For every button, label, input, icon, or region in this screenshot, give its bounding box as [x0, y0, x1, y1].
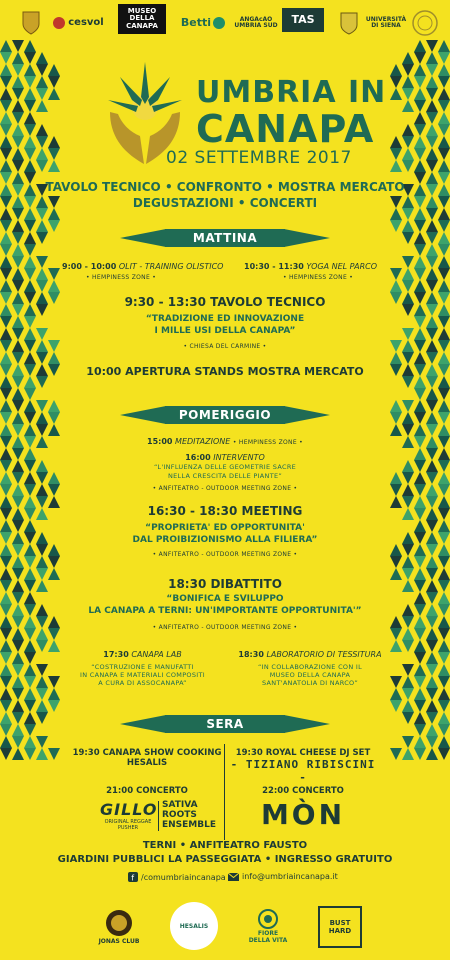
mattina-event-2: 10:30 - 11:30 YOGA NEL PARCO — [244, 262, 378, 271]
meeting-place: • ANFITEATRO - OUTDOOR MEETING ZONE • — [152, 551, 298, 558]
title-line-2: CANAPA — [196, 107, 375, 151]
jonas-club-logo: JONAS CLUB — [96, 900, 142, 952]
email-icon — [228, 873, 239, 881]
tavolo-place: • CHIESA DEL CARMINE • — [183, 343, 267, 350]
dibattito-place: • ANFITEATRO - OUTDOOR MEETING ZONE • — [152, 624, 298, 631]
apertura-stands: 10:00 APERTURA STANDS MOSTRA MERCATO — [86, 365, 364, 378]
venue-line-2: GIARDINI PUBBLICI LA PASSEGGIATA • INGRESSO GRATUITO — [57, 854, 393, 865]
facebook-link[interactable]: f /comumbriaincanapa — [128, 872, 226, 882]
show-cooking: 19:30 CANAPA SHOW COOKING HESALIS — [72, 748, 222, 768]
title-line-1: UMBRIA IN — [196, 75, 387, 110]
intervento-quote-2: NELLA CRESCITA DELLE PIANTE” — [167, 472, 283, 480]
dibattito-title: 18:30 DIBATTITO — [168, 577, 282, 591]
coldiretti-logo: ANGAcAO UMBRIA SUD — [234, 15, 278, 29]
canapa-lab: 17:30 CANAPA LAB “COSTRUZIONE E MANUFATTI IN CANAPA E MATERIALI COMPOSITI A CURA DI ASSOCANAPA” — [80, 650, 205, 687]
sera-banner — [120, 715, 330, 733]
mattina-event-1: 9:00 - 10:00 OLIT - TRAINING OLISTICO — [62, 262, 224, 271]
concerto-2-time: 22:00 CONCERTO — [262, 786, 344, 796]
svg-text:f: f — [131, 873, 135, 882]
bust-hard-logo: BUST HARD — [318, 906, 362, 948]
intervento-place: • ANFITEATRO - OUTDOOR MEETING ZONE • — [152, 485, 298, 492]
meeting-quote-2: DAL PROIBIZIONISMO ALLA FILIERA” — [132, 535, 318, 545]
event-date: 02 SETTEMBRE 2017 — [166, 148, 352, 168]
concerto-1-time: 21:00 CONCERTO — [106, 786, 188, 796]
mattina-event-1-place: • HEMPINESS ZONE • — [86, 274, 157, 281]
seal-icon — [410, 6, 440, 40]
meeting-title: 16:30 - 18:30 MEETING — [147, 504, 303, 518]
meeting-quote-1: “PROPRIETA' ED OPPORTUNITA' — [145, 523, 305, 533]
dj-set: 19:30 ROYAL CHEESE DJ SET - TIZIANO RIBISCINI - — [230, 748, 376, 784]
sativa-roots-logo: SATIVA ROOTS ENSEMBLE — [158, 801, 224, 831]
sera-divider — [224, 744, 225, 840]
intervento-line: 16:00 INTERVENTO — [185, 453, 265, 462]
pomeriggio-banner — [120, 406, 330, 424]
tas-logo: TAS — [282, 8, 324, 32]
municipality-crest-icon — [20, 6, 42, 40]
mon-logo: MÒN — [260, 798, 346, 831]
facebook-icon — [128, 872, 138, 882]
tagline-1: TAVOLO TECNICO • CONFRONTO • MOSTRA MERCATO — [45, 180, 405, 194]
fiore-della-vita-logo: FIORE DELLA VITA — [248, 900, 288, 952]
betti-logo: Betti — [180, 6, 226, 40]
venue-line-1: TERNI • ANFITEATRO FAUSTO — [142, 840, 308, 851]
tagline-2: DEGUSTAZIONI • CONCERTI — [132, 196, 318, 210]
dibattito-quote-1: “BONIFICA E SVILUPPO — [166, 594, 284, 604]
email-link[interactable]: info@umbriaincanapa.it — [228, 872, 338, 881]
universita-siena-logo: UNIVERSITÀ DI SIENA — [365, 15, 407, 29]
university-crest-icon — [336, 6, 362, 40]
cesvol-logo: cesvol — [48, 6, 108, 40]
pomeriggio-label: POMERIGGIO — [165, 406, 285, 424]
dibattito-quote-2: LA CANAPA A TERNI: UN'IMPORTANTE OPPORTUNITA'” — [88, 606, 362, 616]
tavolo-quote-1: “TRADIZIONE ED INNOVAZIONE — [145, 314, 305, 324]
tavolo-quote-2: I MILLE USI DELLA CANAPA” — [154, 326, 296, 336]
sera-label: SERA — [165, 715, 285, 733]
tavolo-tecnico-title: 9:30 - 13:30 TAVOLO TECNICO — [124, 295, 326, 309]
mattina-banner — [120, 229, 330, 247]
mattina-event-2-place: • HEMPINESS ZONE • — [283, 274, 354, 281]
laboratorio-tessitura: 18:30 LABORATORIO DI TESSITURA “IN COLLABORAZIONE CON IL MUSEO DELLA CANAPA SANT'ANATOLIA DI NARCO” — [238, 650, 382, 687]
gillo-logo: GILLO ORIGINAL REGGAE PUSHER — [100, 800, 158, 831]
intervento-quote-1: “L'INFLUENZA DELLE GEOMETRIE SACRE — [153, 463, 297, 471]
museo-canapa-logo: MUSEO DELLA CANAPA — [118, 4, 166, 34]
hesalis-logo: HESALIS — [168, 900, 220, 952]
mattina-label: MATTINA — [165, 229, 285, 247]
meditazione-line: 15:00 MEDITAZIONE • HEMPINESS ZONE • — [147, 437, 303, 446]
